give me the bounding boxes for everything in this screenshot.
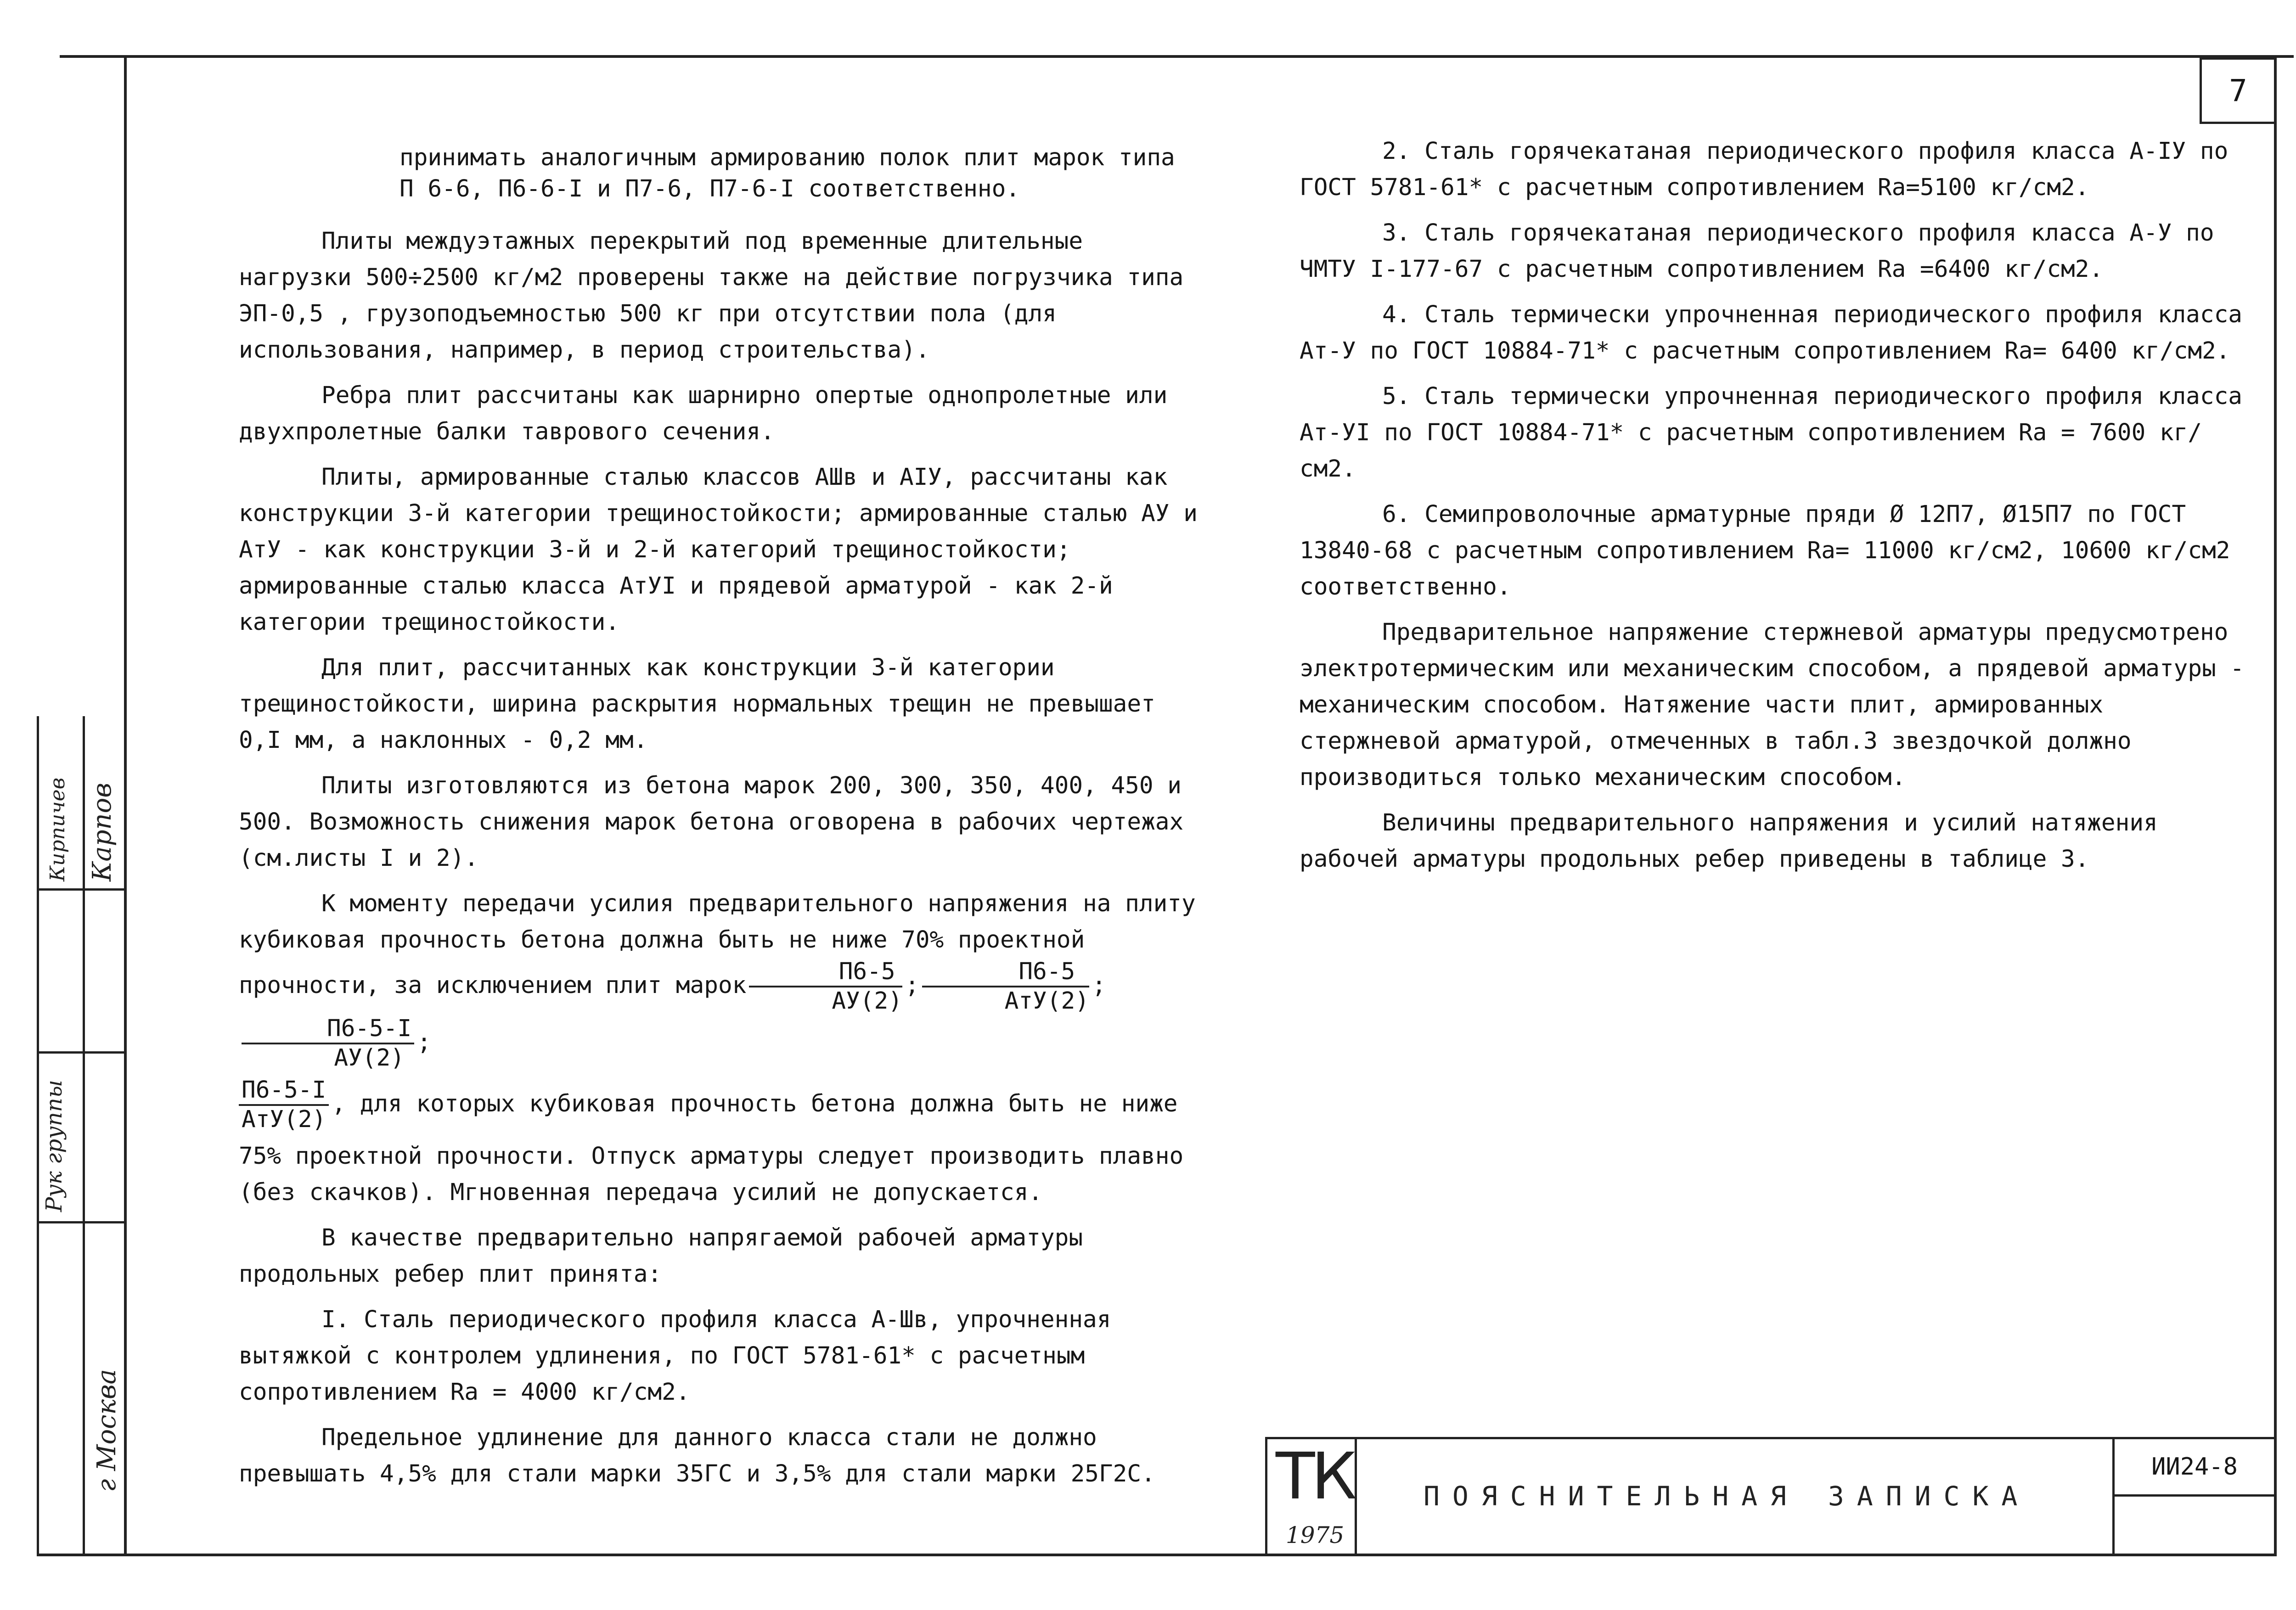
side-stamp-line bbox=[83, 716, 85, 1556]
code-cell bbox=[2112, 1437, 2277, 1497]
title-block-logo bbox=[1265, 1437, 1357, 1556]
paragraph-crack-categories: Плиты, армированные сталью классов АШв и АIУ, рассчитаны как конструкции 3-й категории трещиностойкости; армированные сталью АУ и АтУ - как конструкции 3-й и 2-й категорий трещиностойкости; армированные сталью класса АтУI и прядевой арматурой - как 2-й категории трещиностойкости. bbox=[239, 464, 1198, 636]
paragraph-steel-1: I. Сталь периодического профиля класса А-Шв, упрочненная вытяжкой с контролем удлинения, по ГОСТ 5781-61* с расчетным сопротивлением Rа = 4000 кг/см2. bbox=[239, 1306, 1111, 1406]
paragraph-prestress-values: Величины предварительного напряжения и усилий натяжения рабочей арматуры продольных ребер приведены в таблице 3. bbox=[1300, 809, 2158, 873]
fraction-mark-4 bbox=[239, 1077, 329, 1133]
paragraph-cube-strength-tail bbox=[239, 1077, 1203, 1133]
side-stamp-name-2: Кирпичев bbox=[46, 777, 69, 881]
sheet-cell bbox=[2112, 1494, 2277, 1556]
page-number: 7 bbox=[2229, 73, 2247, 108]
side-stamp-divider-2 bbox=[37, 1051, 126, 1054]
side-stamp-divider-3 bbox=[37, 1221, 126, 1223]
paragraph-steel-2: 2. Сталь горячекатаная периодического профиля класса А-IУ по ГОСТ 5781-61* с расчетным сопротивлением Rа=5100 кг/см2. bbox=[1300, 138, 2228, 201]
page-number-box bbox=[2200, 57, 2277, 124]
right-column bbox=[1300, 133, 2245, 886]
paragraph-continuation: принимать аналогичным армированию полок плит марок типа П 6-6, П6-6-I и П7-6, П7-6-I соответственно. bbox=[400, 144, 1175, 202]
left-column bbox=[239, 142, 1203, 1501]
fraction-numerator: П6-5-I bbox=[239, 1077, 329, 1106]
side-stamp-name-1: Карпов bbox=[87, 783, 117, 881]
paragraph-concrete: Плиты изготовляются из бетона марок 200, 300, 350, 400, 450 и 500. Возможность снижения марок бетона оговорена в рабочих чертежах (см.листы I и 2). bbox=[239, 772, 1184, 872]
fraction-numerator: П6-5 bbox=[922, 958, 1089, 987]
fraction-denominator: АтУ(2) bbox=[1004, 987, 1089, 1015]
paragraph-steel-3: 3. Сталь горячекатаная периодического профиля класса А-У по ЧМТУ I-177-67 с расчетным сопротивлением Rа =6400 кг/см2. bbox=[1300, 219, 2214, 283]
logo-year: 1975 bbox=[1286, 1522, 1345, 1548]
side-stamp-city: г Москва bbox=[92, 1369, 122, 1492]
paragraph-loads: Плиты междуэтажных перекрытий под временные длительные нагрузки 500÷2500 кг/м2 проверены также на действие погрузчика типа ЭП-0,5 , грузоподъемностью 500 кг при отсутствии пола (для использования, например, в период строительства). bbox=[239, 228, 1184, 364]
fraction-denominator: АтУ(2) bbox=[242, 1106, 326, 1133]
frame-left-line bbox=[124, 55, 127, 1556]
cube-strength-text: К моменту передачи усилия предварительного напряжения на плиту кубиковая прочность бетона должна быть не ниже 70% проектной прочности, за исключением плит марок bbox=[239, 890, 1196, 999]
paragraph-steel-4: 4. Сталь термически упрочненная периодического профиля класса Ат-У по ГОСТ 10884-71* с расчетным сопротивлением Rа= 6400 кг/см2. bbox=[1300, 301, 2242, 365]
fraction-denominator: АУ(2) bbox=[832, 987, 902, 1015]
paragraph-elongation: Предельное удлинение для данного класса стали не должно превышать 4,5% для стали марки 35ГС и 3,5% для стали марки 25Г2С. bbox=[239, 1424, 1155, 1487]
fraction-mark-3 bbox=[242, 1015, 414, 1072]
paragraph-cube-strength: К моменту передачи усилия предварительного напряжения на плиту кубиковая прочность бетона должна быть не ниже 70% проектной прочности, за исключением плит марок $\frac{П6-5}{АУ(2)}$ ; $\frac{П6-5}{\text{АтУ(2)}}$ ; $\frac{П6-5-I}{АУ(2)}$ ; bbox=[239, 890, 1196, 1071]
paragraph-strands-6: 6. Семипроволочные арматурные пряди Ø 12П7, Ø15П7 по ГОСТ 13840-68 с расчетным сопротивлением Rа= 11000 кг/см2, 10600 кг/см2 соответственно. bbox=[1300, 501, 2230, 600]
fraction-denominator: АУ(2) bbox=[334, 1044, 405, 1071]
fraction-mark-1 bbox=[749, 958, 902, 1015]
side-stamp-left-line bbox=[37, 716, 39, 1556]
document-code: ИИ24-8 bbox=[2151, 1453, 2238, 1481]
fraction-numerator: П6-5 bbox=[749, 958, 902, 987]
logo-letters: ТК bbox=[1276, 1439, 1353, 1514]
paragraph-reinforcement-intro: В качестве предварительно напрягаемой рабочей арматуры продольных ребер плит принята: bbox=[239, 1224, 1083, 1288]
paragraph-ribs: Ребра плит рассчитаны как шарнирно опертые однопролетные или двухпролетные балки таврового сечения. bbox=[239, 382, 1168, 445]
document-title: ПОЯСНИТЕЛЬНАЯ ЗАПИСКА bbox=[1424, 1481, 2031, 1512]
side-stamp-role-1: Рук группы bbox=[41, 1080, 67, 1212]
paragraph-release: 75% проектной прочности. Отпуск арматуры следует производить плавно (без скачков). Мгновенная передача усилий не допускается. bbox=[239, 1143, 1184, 1206]
cube-strength-tail-text: , для которых кубиковая прочность бетона должна быть не ниже bbox=[332, 1090, 1178, 1117]
frame-right-line bbox=[2274, 55, 2277, 1556]
paragraph-crack-width: Для плит, рассчитанных как конструкции 3-й категории трещиностойкости, ширина раскрытия нормальных трещин не превышает 0,I мм, а наклонных - 0,2 мм. bbox=[239, 654, 1155, 754]
side-stamp-divider-1 bbox=[37, 888, 126, 891]
paragraph-prestress-method: Предварительное напряжение стержневой арматуры предусмотрено электротермическим или механическим способом, а прядевой арматуры - механическим способом. Натяжение части плит, армированных стержневой арматурой, отмеченных в табл.3 звездочкой должно производиться только механическим способом. bbox=[1300, 619, 2245, 791]
fraction-mark-2 bbox=[922, 958, 1089, 1015]
paragraph-steel-5: 5. Сталь термически упрочненная периодического профиля класса Ат-УI по ГОСТ 10884-71* с расчетным сопротивлением Rа = 7600 кг/см2. bbox=[1300, 383, 2242, 482]
frame-top-line bbox=[60, 55, 2294, 58]
fraction-numerator: П6-5-I bbox=[242, 1015, 414, 1044]
